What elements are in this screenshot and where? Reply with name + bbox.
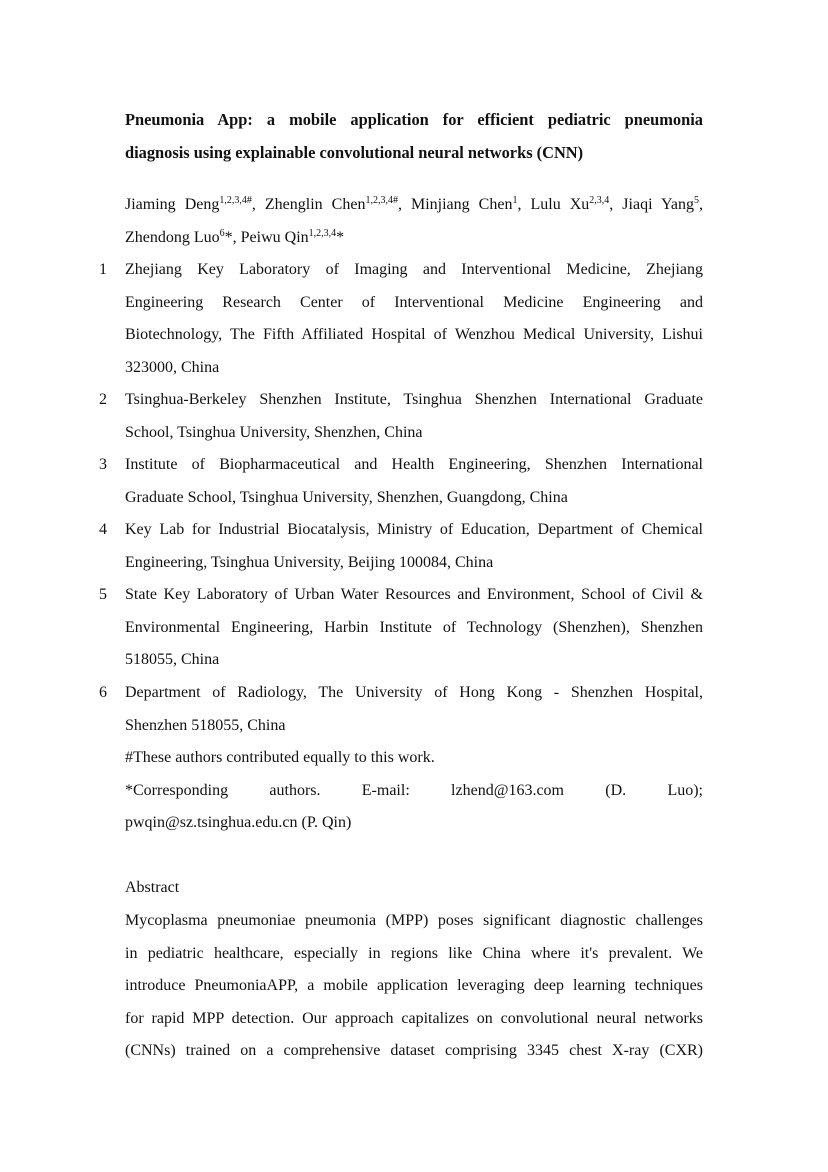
- corresponding-authors-note: *Corresponding authors. E-mail: lzhend@163.com (D. Luo);: [125, 781, 703, 799]
- title-line: Pneumonia App: a mobile application for efficient pediatric pneumonia: [125, 110, 703, 129]
- affiliation-line: Institute of Biopharmaceutical and Health Engineering, Shenzhen International: [125, 456, 703, 473]
- title-line: diagnosis using explainable convolutional neural networks (CNN): [125, 143, 584, 162]
- affiliation-line: Engineering, Tsinghua University, Beijing 100084, China: [125, 553, 494, 571]
- affiliation-line: Environmental Engineering, Harbin Institute of Technology (Shenzhen), Shenzhen: [125, 618, 703, 636]
- author-affiliation-marker: 6: [219, 227, 225, 239]
- affiliation-number: 4: [99, 521, 107, 538]
- author-list: [125, 189, 703, 254]
- author-name: Jiaming Deng: [125, 196, 220, 213]
- affiliation-3: [125, 449, 703, 514]
- abstract-line: (CNNs) trained on a comprehensive dataset comprising 3345 chest X-ray (CXR): [125, 1042, 703, 1060]
- abstract-line: in pediatric healthcare, especially in regions like China where it's prevalent. We: [125, 944, 703, 962]
- author-affiliation-marker: 2,3,4: [589, 195, 610, 206]
- affiliation-number: 6: [99, 684, 107, 701]
- author-affiliation-marker: 1,2,3,4#: [365, 195, 398, 206]
- author-name: , Minjiang Chen: [397, 196, 513, 213]
- affiliation-line: State Key Laboratory of Urban Water Resources and Environment, School of Civil &: [125, 586, 703, 603]
- abstract-line: Mycoplasma pneumoniae pneumonia (MPP) poses significant diagnostic challenges: [125, 912, 703, 929]
- author-corresponding-marker: *: [336, 228, 345, 246]
- affiliation-number: 2: [99, 391, 107, 408]
- paper-title: [125, 103, 703, 169]
- affiliation-line: School, Tsinghua University, Shenzhen, China: [125, 423, 423, 441]
- author-affiliation-marker: 1: [512, 195, 518, 206]
- author-name: , Lulu Xu: [517, 196, 590, 213]
- affiliation-line: 323000, China: [125, 358, 220, 376]
- author-affiliation-marker: 1,2,3,4: [308, 227, 337, 239]
- affiliation-line: 518055, China: [125, 651, 220, 669]
- abstract-line: introduce PneumoniaAPP, a mobile application leveraging deep learning techniques: [125, 977, 703, 995]
- affiliation-6: [125, 677, 703, 742]
- equal-contribution-note: #These authors contributed equally to this work.: [125, 749, 435, 766]
- author-affiliation-marker: 1,2,3,4#: [219, 195, 252, 206]
- affiliation-1: [125, 254, 703, 384]
- affiliation-line: Key Lab for Industrial Biocatalysis, Ministry of Education, Department of Chemical: [125, 521, 703, 538]
- abstract-body: [125, 905, 703, 1068]
- affiliation-number: 1: [99, 261, 107, 278]
- abstract-line: for rapid MPP detection. Our approach capitalizes on convolutional neural networks: [125, 1009, 703, 1027]
- affiliation-2: [125, 384, 703, 449]
- author-separator: ,: [699, 196, 704, 213]
- affiliation-number: 5: [99, 586, 107, 603]
- abstract-heading: Abstract: [125, 879, 180, 896]
- author-name: Zhendong Luo: [125, 228, 220, 246]
- author-notes: [125, 742, 703, 840]
- affiliation-line: Graduate School, Tsinghua University, Shenzhen, Guangdong, China: [125, 488, 568, 506]
- author-line: [125, 222, 703, 255]
- affiliation-line: Tsinghua-Berkeley Shenzhen Institute, Tsinghua Shenzhen International Graduate: [125, 391, 703, 408]
- affiliation-4: [125, 514, 703, 579]
- affiliation-line: Shenzhen 518055, China: [125, 716, 286, 734]
- affiliation-line: Engineering Research Center of Interventional Medicine Engineering and: [125, 293, 703, 311]
- author-name: *, Peiwu Qin: [224, 228, 309, 246]
- affiliation-line: Department of Radiology, The University of Hong Kong - Shenzhen Hospital,: [125, 684, 703, 701]
- author-name: , Zhenglin Chen: [251, 196, 366, 213]
- author-affiliation-marker: 5: [694, 195, 700, 206]
- corresponding-authors-note: pwqin@sz.tsinghua.edu.cn (P. Qin): [125, 814, 352, 832]
- affiliation-line: Biotechnology, The Fifth Affiliated Hospital of Wenzhou Medical University, Lishui: [125, 326, 703, 344]
- affiliation-number: 3: [99, 456, 107, 473]
- affiliation-5: [125, 579, 703, 677]
- author-line: [125, 189, 703, 222]
- author-name: , Jiaqi Yang: [609, 196, 695, 213]
- affiliation-line: Zhejiang Key Laboratory of Imaging and Interventional Medicine, Zhejiang: [125, 261, 703, 278]
